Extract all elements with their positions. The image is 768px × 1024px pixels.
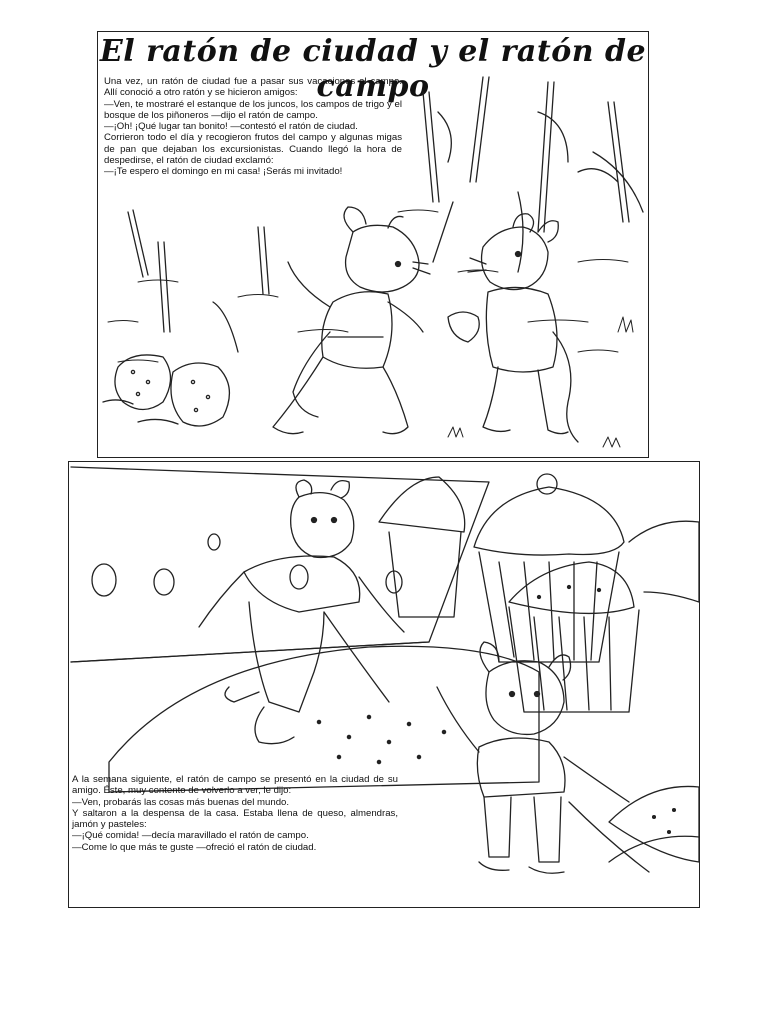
strawberries: [103, 355, 229, 426]
story-paragraph: —¡Qué comida! —decía maravillado el ratón de campo.: [72, 830, 309, 842]
story-paragraph: Y saltaron a la despensa de la casa. Estaba llena de queso, almendras, jamón y pasteles:: [72, 807, 398, 831]
story-paragraph: —Come lo que más te guste —ofreció el ratón de ciudad.: [72, 841, 317, 853]
story-text-top: [104, 76, 402, 178]
cheese-wedge: [71, 467, 489, 662]
story-paragraph: Una vez, un ratón de ciudad fue a pasar sus vacaciones al campo. Allí conoció a otro ratón y se hicieron amigos:: [104, 76, 402, 99]
story-paragraph: —¡Te espero el domingo en mi casa! ¡Serás mi invitado!: [104, 166, 343, 178]
city-mouse: [213, 207, 430, 434]
top-panel: [97, 31, 649, 458]
country-mouse: [448, 214, 578, 442]
story-paragraph: Corrieron todo el día y recogieron frutos del campo y algunas migas de pan que dejaban los excursionistas. Cuando llegó la hora de despedirse, el ratón de ciudad exclamó:: [104, 132, 402, 167]
story-paragraph: —Ven, probarás las cosas más buenas del mundo.: [72, 796, 290, 808]
story-paragraph: A la semana siguiente, el ratón de campo se presentó en la ciudad de su amigo. Éste, muy contento de volverlo a ver, le dijo:: [72, 774, 398, 797]
page-title: El ratón de ciudad y el ratón de campo: [99, 34, 647, 104]
country-mouse: [437, 642, 649, 873]
story-paragraph: —Ven, te mostraré el estanque de los juncos, los campos de trigo y el bosque de los piñoneros —dijo el ratón de campo.: [104, 98, 402, 121]
pond-ripples: [108, 210, 628, 362]
story-paragraph: —¡Oh! ¡Qué lugar tan bonito! —contestó el ratón de ciudad.: [104, 121, 358, 133]
cheese-mound: [109, 646, 539, 792]
story-text-bottom: [72, 774, 398, 853]
bottom-panel: [68, 461, 700, 908]
city-mouse: [199, 480, 404, 744]
